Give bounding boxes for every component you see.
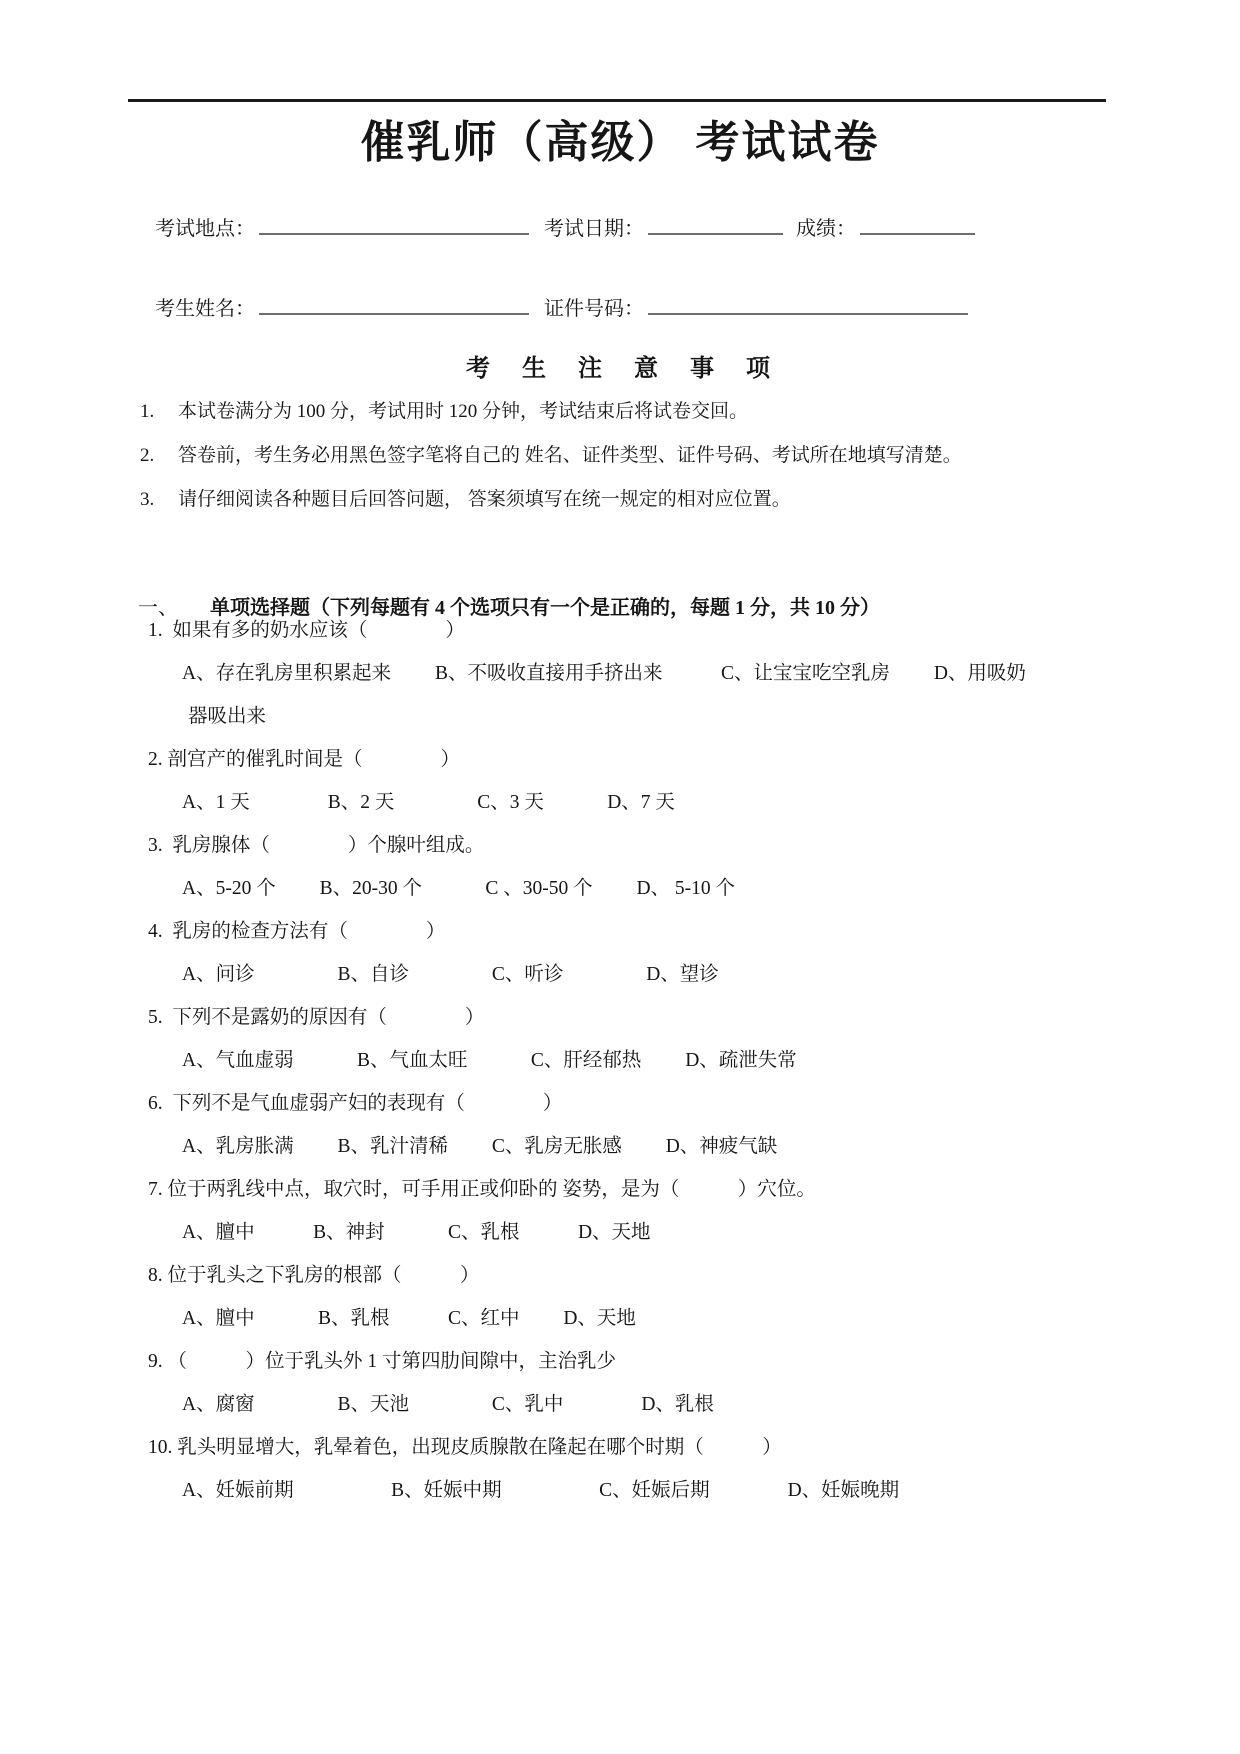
question-options: A、妊娠前期 B、妊娠中期 C、妊娠后期 D、妊娠晚期 bbox=[182, 1480, 900, 1501]
question-text: 4. 乳房的检查方法有（ ） bbox=[148, 921, 446, 942]
exam-location-label: 考试地点： bbox=[155, 218, 255, 240]
exam-date-blank bbox=[648, 213, 783, 235]
question-options: A、1 天 B、2 天 C、3 天 D、7 天 bbox=[182, 792, 675, 813]
question-7 bbox=[140, 1168, 1115, 1254]
question-1 bbox=[140, 609, 1115, 738]
question-text: 6. 下列不是气血虚弱产妇的表现有（ ） bbox=[148, 1093, 563, 1114]
question-options-continued: 器吸出来 bbox=[188, 706, 267, 727]
question-options: A、腐窗 B、天池 C、乳中 D、乳根 bbox=[182, 1394, 714, 1415]
question-options: A、问诊 B、自诊 C、听诊 D、望诊 bbox=[182, 964, 719, 985]
header-divider-rule bbox=[128, 99, 1106, 102]
question-10 bbox=[140, 1426, 1115, 1512]
question-6 bbox=[140, 1082, 1115, 1168]
exam-date-label: 考试日期： bbox=[544, 218, 644, 240]
question-2 bbox=[140, 738, 1115, 824]
question-text: 9. （ ）位于乳头外 1 寸第四肋间隙中，主治乳少 bbox=[148, 1351, 617, 1372]
question-text: 10. 乳头明显增大，乳晕着色，出现皮质腺散在隆起在哪个时期（ ） bbox=[148, 1437, 782, 1458]
score-label: 成绩： bbox=[796, 218, 856, 240]
question-3 bbox=[140, 824, 1115, 910]
notice-item-2: 2. 答卷前，考生务必用黑色签字笔将自己的 姓名、证件类型、证件号码、考试所在地填写清楚。 bbox=[140, 445, 962, 466]
question-text: 8. 位于乳头之下乳房的根部（ ） bbox=[148, 1265, 480, 1286]
question-options: A、乳房胀满 B、乳汁清稀 C、乳房无胀感 D、神疲气缺 bbox=[182, 1136, 778, 1157]
notice-item-3: 3. 请仔细阅读各种题目后回答问题， 答案须填写在统一规定的相对应位置。 bbox=[140, 489, 791, 510]
notice-item-1: 1. 本试卷满分为 100 分，考试用时 120 分钟，考试结束后将试卷交回。 bbox=[140, 401, 749, 422]
question-8 bbox=[140, 1254, 1115, 1340]
question-4 bbox=[140, 910, 1115, 996]
question-options: A、5-20 个 B、20-30 个 C 、30-50 个 D、 5-10 个 bbox=[182, 878, 736, 899]
question-text: 7. 位于两乳线中点，取穴时，可手用正或仰卧的 姿势，是为（ ）穴位。 bbox=[148, 1179, 816, 1200]
candidate-name-label: 考生姓名： bbox=[155, 298, 255, 320]
question-text: 2. 剖宫产的催乳时间是（ ） bbox=[148, 749, 461, 770]
question-text: 1. 如果有多的奶水应该（ ） bbox=[148, 620, 465, 641]
exam-title: 催乳师（高级） 考试试卷 bbox=[360, 118, 880, 167]
question-list bbox=[140, 609, 1115, 1512]
question-options: A、气血虚弱 B、气血太旺 C、肝经郁热 D、疏泄失常 bbox=[182, 1050, 797, 1071]
question-options: A、膻中 B、神封 C、乳根 D、天地 bbox=[182, 1222, 651, 1243]
question-text: 5. 下列不是露奶的原因有（ ） bbox=[148, 1007, 485, 1028]
question-9 bbox=[140, 1340, 1115, 1426]
question-5 bbox=[140, 996, 1115, 1082]
question-options: A、存在乳房里积累起来 B、不吸收直接用手挤出来 C、让宝宝吃空乳房 D、用吸奶 bbox=[182, 663, 1026, 684]
section-number: 一、 bbox=[138, 597, 178, 619]
notice-heading: 考 生 注 意 事 项 bbox=[466, 356, 774, 382]
notice-list bbox=[140, 390, 1120, 522]
score-blank bbox=[860, 213, 975, 235]
question-text: 3. 乳房腺体（ ）个腺叶组成。 bbox=[148, 835, 485, 856]
question-options: A、膻中 B、乳根 C、红中 D、天地 bbox=[182, 1308, 636, 1329]
candidate-name-blank bbox=[259, 293, 529, 315]
id-number-blank bbox=[648, 293, 968, 315]
exam-location-blank bbox=[259, 213, 529, 235]
exam-info-row bbox=[155, 212, 975, 241]
id-number-label: 证件号码： bbox=[544, 298, 644, 320]
candidate-info-row bbox=[155, 292, 968, 321]
section-title: 单项选择题（下列每题有 4 个选项只有一个是正确的，每题 1 分，共 10 分） bbox=[210, 597, 880, 619]
